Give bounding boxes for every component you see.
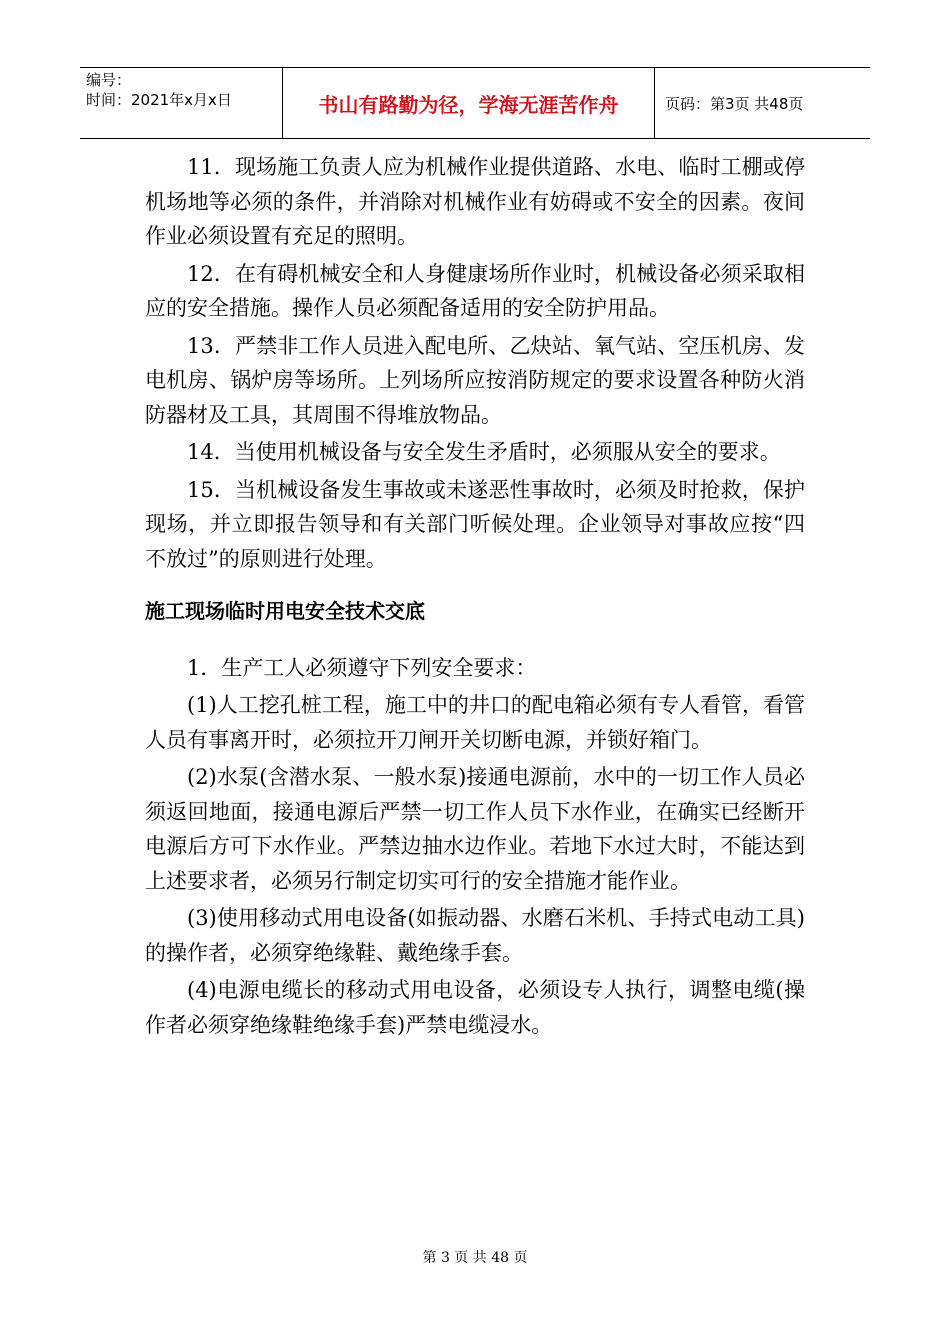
header-meta [80,68,282,138]
paragraph-item-4: (4)电源电缆长的移动式用电设备，必须设专人执行，调整电缆(操作者必须穿绝缘鞋绝缘手套)严禁电缆浸水。 [145,978,805,1037]
page-footer: 第 3 页 共 48 页 [422,1250,528,1266]
doc-time-label: 时间：2021年x月x日 [86,91,232,109]
paragraph-11: 11．现场施工负责人应为机械作业提供道路、水电、临时工棚或停机场地等必须的条件，并消除对机械作业有妨碍或不安全的因素。夜间作业必须设置有充足的照明。 [145,155,805,248]
paragraph-13: 13．严禁非工作人员进入配电所、乙炔站、氧气站、空压机房、发电机房、锅炉房等场所。上列场所应按消防规定的要求设置各种防火消防器材及工具，其周围不得堆放物品。 [145,333,805,427]
page-header [80,67,870,139]
header-page-info: 页码：第3页 共48页 [665,94,804,113]
paragraph-15: 15．当机械设备发生事故或未遂恶性事故时，必须及时抢救，保护现场，并立即报告领导和有关部门听候处理。企业领导对事故应按“四不放过”的原则进行处理。 [145,477,805,571]
section-title: 施工现场临时用电安全技术交底 [145,599,425,623]
paragraph-item-2: (2)水泵(含潜水泵、一般水泵)接通电源前，水中的一切工作人员必须返回地面，接通电源后严禁一切工作人员下水作业，在确实已经断开电源后方可下水作业。严禁边抽水边作业。若地下水过大时，不能达到上述要求者，必须另行制定切实可行的安全措施才能作业。 [145,765,805,893]
paragraph-12: 12．在有碍机械安全和人身健康场所作业时，机械设备必须采取相应的安全措施。操作人员必须配备适用的安全防护用品。 [145,261,805,320]
header-motto: 书山有路勤为径，学海无涯苦作舟 [282,68,655,138]
paragraph-item-1: (1)人工挖孔桩工程，施工中的井口的配电箱必须有专人看管，看管人员有事离开时，必须拉开刀闸开关切断电源，并锁好箱门。 [145,693,805,752]
paragraph-item-3: (3)使用移动式用电设备(如振动器、水磨石米机、手持式电动工具)的操作者，必须穿绝缘鞋、戴绝缘手套。 [145,906,805,965]
paragraph-requirements-intro: 1．生产工人必须遵守下列安全要求： [187,655,537,680]
doc-number-label: 编号： [86,71,132,89]
paragraph-14: 14．当使用机械设备与安全发生矛盾时，必须服从安全的要求。 [187,440,781,464]
document-body [145,150,805,1042]
